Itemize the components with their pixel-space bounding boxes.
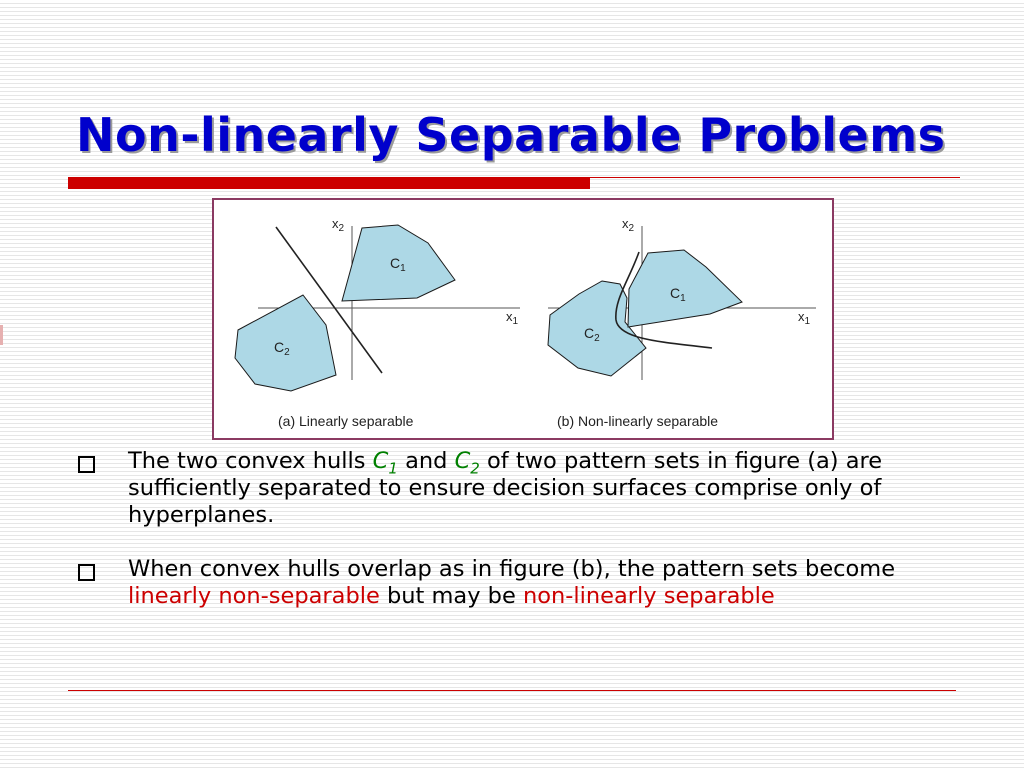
highlight-linearly-non-separable: linearly non-separable bbox=[128, 583, 380, 609]
bullet-list bbox=[78, 448, 958, 610]
hollow-square-bullet-icon bbox=[78, 456, 95, 473]
panel-b-caption: (b) Non-linearly separable bbox=[557, 413, 719, 429]
edge-marker bbox=[0, 325, 3, 345]
panel-b-c1-label: $C_1$ bbox=[670, 285, 686, 304]
panel-a-x2-label: $x_2$ bbox=[332, 216, 345, 234]
panel-a-c1-label: $C_1$ bbox=[390, 255, 406, 274]
bullet-text-middle: but may be bbox=[379, 583, 523, 609]
slide-title: Non-linearly Separable Problems bbox=[76, 108, 946, 162]
panel-b-x1-label: $x_1$ bbox=[798, 309, 811, 327]
footer-rule bbox=[68, 690, 956, 691]
panel-a-caption: (a) Linearly separable bbox=[278, 413, 414, 429]
panel-b bbox=[548, 216, 816, 429]
panel-b-c2-label: $C_2$ bbox=[584, 325, 600, 344]
bullet-item-overlap bbox=[78, 556, 958, 610]
bullet-text-and: and bbox=[397, 448, 455, 474]
panel-a bbox=[235, 216, 520, 429]
bullet-item-convex-hulls bbox=[78, 448, 958, 529]
class-c1-label: $C_1$ bbox=[372, 448, 398, 478]
bullet-text: The two convex hulls bbox=[128, 448, 373, 474]
class-c2-label: $C_2$ bbox=[454, 448, 480, 478]
figure-svg bbox=[214, 200, 832, 438]
panel-a-c2-hull bbox=[235, 295, 336, 391]
panel-a-x1-label: $x_1$ bbox=[506, 309, 519, 327]
title-underline-line bbox=[590, 177, 960, 178]
bullet-text: When convex hulls overlap as in figure (b), the pattern sets become bbox=[128, 556, 896, 582]
panel-b-x2-label: $x_2$ bbox=[622, 216, 635, 234]
bullet-text-rest: of two pattern sets in figure (a) are sufficiently separated to ensure decision surfaces comprise only of hyperplanes. bbox=[128, 448, 883, 528]
title-underline-bar bbox=[68, 177, 590, 189]
figure-linear-vs-nonlinear bbox=[212, 198, 834, 440]
highlight-non-linearly-separable: non-linearly separable bbox=[522, 583, 775, 609]
panel-b-c1-hull bbox=[628, 250, 742, 327]
panel-a-c2-label: $C_2$ bbox=[274, 339, 290, 358]
hollow-square-bullet-icon bbox=[78, 564, 95, 581]
